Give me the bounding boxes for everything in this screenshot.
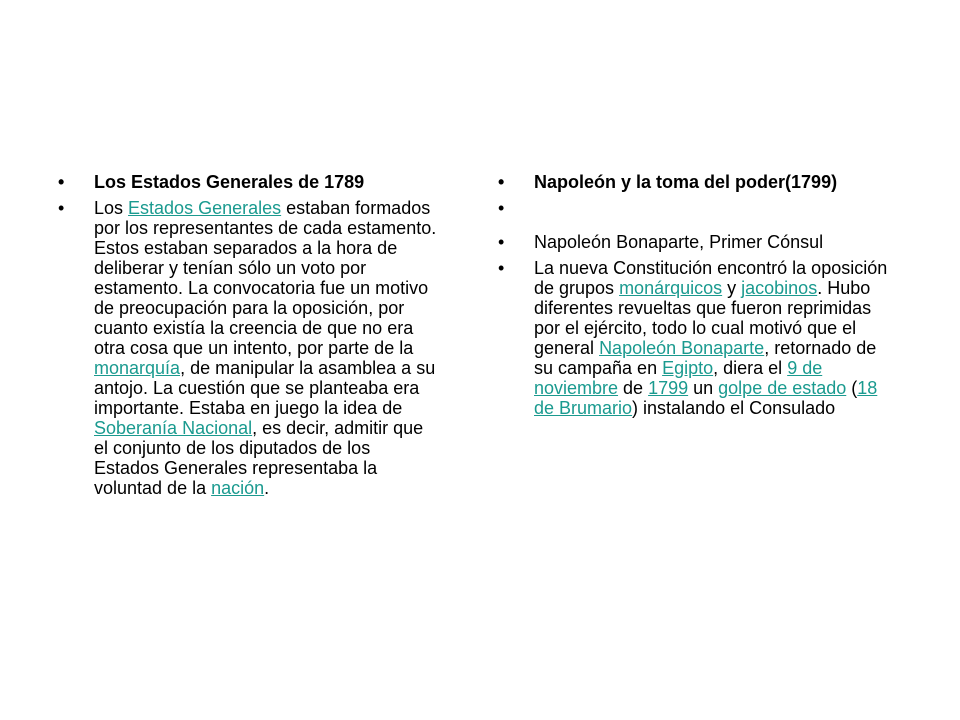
right-bullet-list — [498, 172, 898, 418]
text-run: , retornado de su campaña en — [534, 338, 877, 378]
left-heading: Los Estados Generales de 1789 — [94, 172, 365, 192]
link-nacion[interactable]: nación — [211, 478, 265, 498]
text-run: ) instalando el Consulado — [632, 398, 836, 418]
text-run: y — [722, 278, 742, 298]
bullet-icon: • — [58, 172, 65, 192]
right-column — [498, 172, 898, 422]
right-heading-item — [498, 172, 898, 192]
left-bullet-list — [58, 172, 438, 498]
text-run: de — [618, 378, 649, 398]
link-1799[interactable]: 1799 — [648, 378, 689, 398]
right-subtitle: Napoleón Bonaparte, Primer Cónsul — [534, 232, 824, 252]
bullet-icon: • — [58, 198, 65, 218]
text-run: , es decir, admitir que el conjunto de los diputados de los Estados Generales representaba la voluntad de la — [94, 418, 424, 498]
text-run: La nueva Constitución encontró la oposición de grupos — [534, 258, 888, 298]
left-paragraph — [94, 198, 436, 498]
right-paragraph — [534, 258, 887, 418]
link-9-de-noviembre[interactable]: 9 de noviembre — [534, 358, 823, 398]
text-run: ( — [846, 378, 858, 398]
link-estados-generales[interactable]: Estados Generales — [128, 198, 282, 218]
link-monarquia[interactable]: monarquía — [94, 358, 181, 378]
right-paragraph-item — [498, 258, 898, 418]
text-run: . — [264, 478, 270, 498]
link-napoleon-bonaparte[interactable]: Napoleón Bonaparte — [599, 338, 765, 358]
link-jacobinos[interactable]: jacobinos — [741, 278, 818, 298]
right-heading: Napoleón y la toma del poder(1799) — [534, 172, 838, 192]
link-soberania-nacional[interactable]: Soberanía Nacional — [94, 418, 253, 438]
bullet-icon: • — [498, 232, 505, 252]
link-18-de-brumario[interactable]: 18 de Brumario — [534, 378, 878, 418]
bullet-icon: • — [498, 198, 505, 218]
text-run: estaban formados por los representantes de cada estamento. Estos estaban separados a la hora de deliberar y tenían sólo un voto por estamento. La convocatoria fue un motivo de preocupación para la oposición, por cuanto existía la creencia de que no era otra cosa que un intento, por parte de la — [94, 198, 437, 358]
bullet-icon: • — [498, 172, 505, 192]
empty-bullet-item — [498, 198, 898, 218]
left-column — [58, 172, 438, 502]
text-run: un — [688, 378, 719, 398]
link-golpe-de-estado[interactable]: golpe de estado — [718, 378, 847, 398]
bullet-icon: • — [498, 258, 505, 278]
left-paragraph-item — [58, 198, 438, 498]
link-monarquicos[interactable]: monárquicos — [619, 278, 723, 298]
text-run: Los — [94, 198, 129, 218]
right-subtitle-item — [498, 232, 898, 252]
left-heading-item — [58, 172, 438, 192]
text-run: , diera el — [713, 358, 788, 378]
text-run: , de manipular la asamblea a su antojo. La cuestión que se planteaba era importante. Estaba en juego la idea de — [94, 358, 436, 418]
link-egipto[interactable]: Egipto — [662, 358, 714, 378]
text-run: . Hubo diferentes revueltas que fueron reprimidas por el ejército, todo lo cual motivó que el general — [534, 278, 872, 358]
